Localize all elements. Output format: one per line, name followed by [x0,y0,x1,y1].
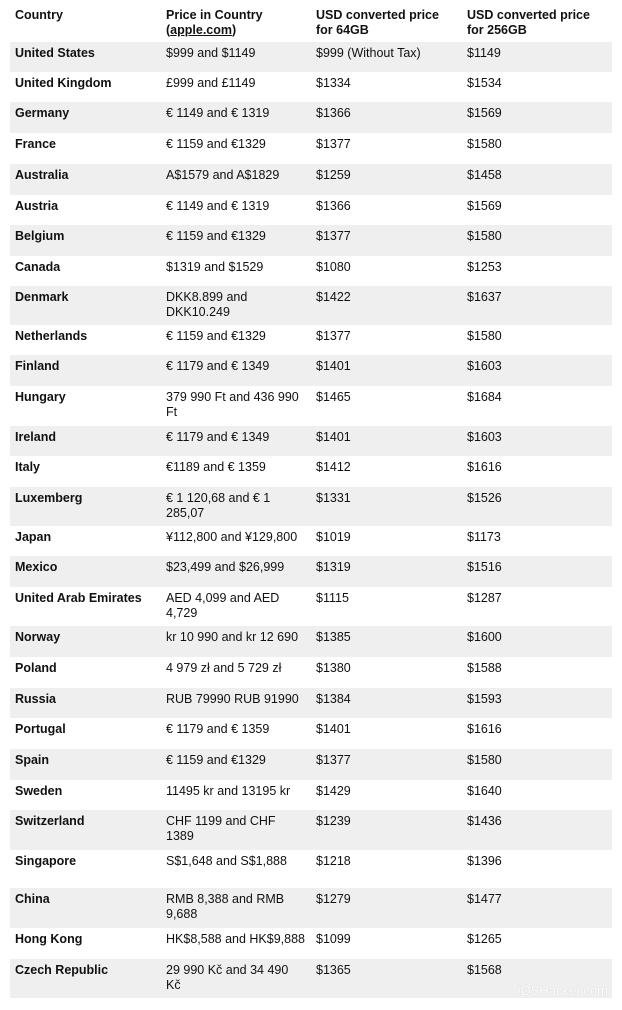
table-row [10,780,612,810]
country-cell: Luxemberg [15,491,83,505]
header-country: Country [15,8,63,22]
table-row [10,810,612,850]
country-cell: Belgium [15,229,65,243]
country-cell: United Arab Emirates [15,591,142,605]
usd-256-cell: $1616 [467,460,502,474]
table-row [10,325,612,355]
usd-64-cell: $1401 [316,359,351,373]
usd-64-cell: $1218 [316,854,351,868]
table-header-row [10,6,612,42]
country-cell: Ireland [15,430,56,444]
country-cell: Netherlands [15,329,88,343]
price-cell: € 1179 and € 1359 [166,722,270,736]
usd-64-cell: $1380 [316,661,351,675]
usd-256-cell: $1603 [467,359,502,373]
usd-64-cell: $1429 [316,784,351,798]
table-row [10,526,612,556]
usd-256-cell: $1569 [467,199,502,213]
header-usd-64-line1: USD converted price [316,8,439,22]
usd-256-cell: $1580 [467,329,502,343]
header-usd-256 [462,6,612,38]
usd-64-cell: $1385 [316,630,351,644]
table-row [10,456,612,487]
price-cell: € 1179 and € 1349 [166,430,270,444]
country-cell: China [15,892,50,906]
apple-com-link[interactable]: apple.com [170,23,232,37]
country-cell: Spain [15,753,50,767]
price-cell: DKK8.899 and DKK10.249 [166,290,248,319]
price-cell: $23,499 and $26,999 [166,560,285,574]
country-cell: Italy [15,460,41,474]
table-row [10,195,612,225]
table-row [10,256,612,286]
table-row [10,587,612,626]
usd-256-cell: $1593 [467,692,502,706]
price-cell: € 1179 and € 1349 [166,359,270,373]
usd-256-cell: $1588 [467,661,502,675]
usd-256-cell: $1173 [467,530,501,544]
header-price-label: Price in Country [166,8,263,22]
usd-256-cell: $1265 [467,932,502,946]
table-row [10,657,612,688]
usd-64-cell: $1239 [316,814,351,828]
usd-64-cell: $1019 [316,530,351,544]
table-row [10,72,612,102]
country-cell: Russia [15,692,56,706]
price-cell: € 1159 and €1329 [166,753,266,767]
price-cell: HK$8,588 and HK$9,888 [166,932,305,946]
usd-64-cell: $1377 [316,329,351,343]
price-cell: 379 990 Ft and 436 990 Ft [166,390,299,419]
table-row [10,286,612,325]
country-cell: Denmark [15,290,69,304]
country-cell: Canada [15,260,61,274]
watermark: iOSHacker.com [517,983,608,998]
usd-256-cell: $1534 [467,76,502,90]
price-cell: $999 and $1149 [166,46,256,60]
usd-256-cell: $1580 [467,229,502,243]
usd-256-cell: $1580 [467,753,502,767]
usd-64-cell: $1331 [316,491,351,505]
country-cell: Finland [15,359,60,373]
usd-64-cell: $1099 [316,932,351,946]
usd-256-cell: $1526 [467,491,502,505]
usd-64-cell: $1334 [316,76,351,90]
price-cell: A$1579 and A$1829 [166,168,280,182]
usd-256-cell: $1580 [467,137,502,151]
usd-64-cell: $1366 [316,106,351,120]
price-cell: € 1149 and € 1319 [166,199,270,213]
usd-64-cell: $1319 [316,560,351,574]
header-usd-256-line2: for 256GB [467,23,527,37]
usd-256-cell: $1253 [467,260,502,274]
price-cell: $1319 and $1529 [166,260,264,274]
usd-64-cell: $1377 [316,753,351,767]
table-row [10,487,612,526]
table-row [10,850,612,888]
price-cell: 4 979 zł and 5 729 zł [166,661,282,675]
price-cell: S$1,648 and S$1,888 [166,854,287,868]
country-cell: Austria [15,199,59,213]
usd-256-cell: $1684 [467,390,502,404]
price-cell: 11495 kr and 13195 kr [166,784,291,798]
country-cell: Mexico [15,560,58,574]
table-row [10,164,612,195]
usd-256-cell: $1603 [467,430,502,444]
country-cell: France [15,137,56,151]
country-cell: United States [15,46,95,60]
price-cell: 29 990 Kč and 34 490 Kč [166,963,289,992]
country-cell: Japan [15,530,52,544]
price-cell: kr 10 990 and kr 12 690 [166,630,299,644]
price-cell: € 1159 and €1329 [166,329,266,343]
usd-256-cell: $1396 [467,854,502,868]
country-cell: Czech Republic [15,963,109,977]
price-cell: ¥112,800 and ¥129,800 [166,530,298,544]
header-usd-64-line2: for 64GB [316,23,369,37]
country-cell: Poland [15,661,57,675]
usd-64-cell: $1401 [316,430,351,444]
table-row [10,133,612,164]
price-cell: €1189 and € 1359 [166,460,266,474]
table-row [10,42,612,72]
table-row [10,928,612,959]
usd-256-cell: $1458 [467,168,502,182]
usd-256-cell: $1569 [467,106,502,120]
usd-64-cell: $1465 [316,390,351,404]
table-row [10,749,612,780]
country-cell: Hungary [15,390,66,404]
price-cell: € 1 120,68 and € 1 285,07 [166,491,271,520]
country-cell: Switzerland [15,814,85,828]
usd-256-cell: $1637 [467,290,502,304]
country-cell: Australia [15,168,69,182]
usd-64-cell: $1365 [316,963,351,977]
header-usd-256-line1: USD converted price [467,8,590,22]
usd-64-cell: $1401 [316,722,351,736]
price-table [10,6,612,998]
table-row [10,355,612,386]
usd-256-cell: $1477 [467,892,502,906]
table-body [10,42,612,998]
usd-64-cell: $1279 [316,892,351,906]
usd-64-cell: $999 (Without Tax) [316,46,421,60]
usd-256-cell: $1516 [467,560,502,574]
country-cell: Portugal [15,722,66,736]
price-cell: € 1159 and €1329 [166,137,266,151]
usd-64-cell: $1377 [316,137,351,151]
usd-64-cell: $1259 [316,168,351,182]
country-cell: Sweden [15,784,63,798]
price-cell: AED 4,099 and AED 4,729 [166,591,280,620]
usd-256-cell: $1616 [467,722,502,736]
header-usd-64 [311,6,462,38]
usd-256-cell: $1568 [467,963,502,977]
usd-256-cell: $1436 [467,814,502,828]
price-cell: CHF 1199 and CHF 1389 [166,814,276,843]
table-row [10,718,612,749]
table-row [10,688,612,718]
country-cell: Singapore [15,854,77,868]
usd-64-cell: $1115 [316,591,349,605]
table-row [10,426,612,456]
price-cell: € 1159 and €1329 [166,229,266,243]
usd-64-cell: $1384 [316,692,351,706]
table-row [10,626,612,657]
price-cell: RUB 79990 RUB 91990 [166,692,299,706]
table-row [10,556,612,587]
header-price [161,6,311,38]
country-cell: Hong Kong [15,932,83,946]
country-cell: United Kingdom [15,76,112,90]
country-cell: Germany [15,106,70,120]
usd-64-cell: $1080 [316,260,351,274]
usd-64-cell: $1366 [316,199,351,213]
header-price-link-line: (apple.com) [166,23,237,37]
usd-64-cell: $1422 [316,290,351,304]
usd-256-cell: $1600 [467,630,502,644]
table-row [10,102,612,133]
table-row [10,225,612,256]
usd-256-cell: $1640 [467,784,502,798]
country-cell: Norway [15,630,61,644]
price-cell: RMB 8,388 and RMB 9,688 [166,892,285,921]
usd-256-cell: $1287 [467,591,502,605]
price-cell: £999 and £1149 [166,76,256,90]
table-row [10,888,612,928]
table-row [10,386,612,426]
usd-256-cell: $1149 [467,46,501,60]
price-cell: € 1149 and € 1319 [166,106,270,120]
usd-64-cell: $1377 [316,229,351,243]
usd-64-cell: $1412 [316,460,351,474]
